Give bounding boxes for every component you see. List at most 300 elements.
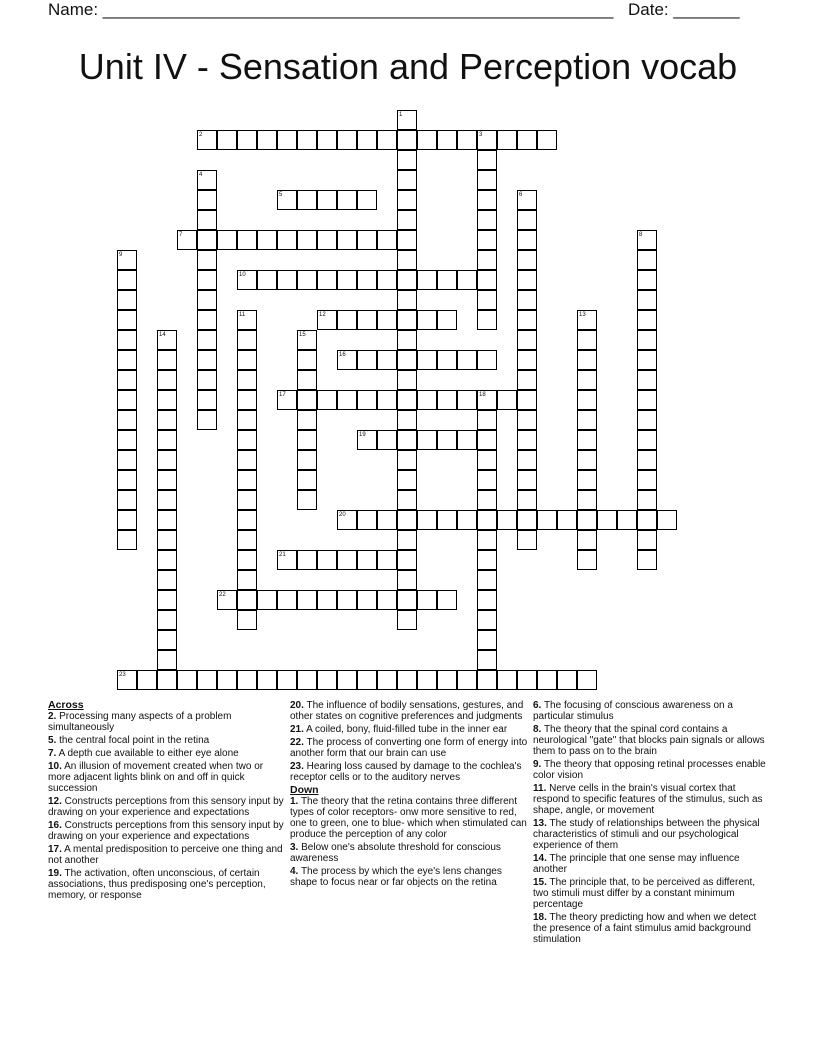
crossword-cell[interactable]: [297, 450, 317, 470]
crossword-cell[interactable]: [217, 230, 237, 250]
clue-item-number: 9.: [533, 759, 542, 770]
crossword-cell[interactable]: [637, 490, 657, 510]
crossword-cell[interactable]: [237, 330, 257, 350]
crossword-cell[interactable]: [357, 550, 377, 570]
crossword-cell[interactable]: [157, 630, 177, 650]
crossword-cell[interactable]: [517, 230, 537, 250]
crossword-cell[interactable]: [417, 310, 437, 330]
crossword-cell[interactable]: [357, 670, 377, 690]
crossword-cell[interactable]: [157, 490, 177, 510]
crossword-cell[interactable]: [237, 570, 257, 590]
crossword-cell[interactable]: [517, 450, 537, 470]
crossword-cell[interactable]: [197, 230, 217, 250]
crossword-cell[interactable]: [517, 310, 537, 330]
crossword-cell[interactable]: [157, 370, 177, 390]
crossword-cell[interactable]: [237, 530, 257, 550]
crossword-cell[interactable]: [397, 170, 417, 190]
crossword-cell[interactable]: [117, 370, 137, 390]
crossword-cell[interactable]: [577, 310, 597, 330]
crossword-cell[interactable]: [537, 510, 557, 530]
crossword-cell[interactable]: [357, 190, 377, 210]
crossword-cell[interactable]: [257, 270, 277, 290]
crossword-cell[interactable]: [117, 350, 137, 370]
crossword-cell[interactable]: [577, 390, 597, 410]
crossword-cell[interactable]: [577, 470, 597, 490]
crossword-cell[interactable]: [117, 430, 137, 450]
crossword-cell[interactable]: [477, 190, 497, 210]
crossword-cell[interactable]: [197, 190, 217, 210]
crossword-cell[interactable]: [377, 550, 397, 570]
crossword-cell[interactable]: [177, 670, 197, 690]
crossword-cell[interactable]: [477, 310, 497, 330]
clues-column-2: [290, 700, 528, 890]
crossword-cell[interactable]: [537, 670, 557, 690]
crossword-cell[interactable]: [497, 510, 517, 530]
crossword-cell[interactable]: [517, 370, 537, 390]
crossword-cell[interactable]: [197, 310, 217, 330]
crossword-cell[interactable]: [577, 370, 597, 390]
crossword-cell[interactable]: [477, 130, 497, 150]
crossword-cell[interactable]: [397, 510, 417, 530]
crossword-cell[interactable]: [297, 330, 317, 350]
crossword-cell[interactable]: [517, 210, 537, 230]
crossword-cell[interactable]: [657, 510, 677, 530]
crossword-cell[interactable]: [497, 670, 517, 690]
crossword-cell[interactable]: [297, 410, 317, 430]
crossword-cell[interactable]: [357, 430, 377, 450]
crossword-cell[interactable]: [317, 590, 337, 610]
crossword-cell[interactable]: [117, 410, 137, 430]
crossword-cell[interactable]: [277, 670, 297, 690]
crossword-cell[interactable]: [197, 330, 217, 350]
crossword-cell[interactable]: [517, 470, 537, 490]
crossword-cell[interactable]: [397, 490, 417, 510]
crossword-cell[interactable]: [377, 430, 397, 450]
crossword-cell[interactable]: [157, 350, 177, 370]
crossword-cell[interactable]: [357, 350, 377, 370]
crossword-cell[interactable]: [637, 510, 657, 530]
crossword-cell[interactable]: [257, 590, 277, 610]
crossword-cell[interactable]: [357, 230, 377, 250]
crossword-cell[interactable]: [357, 130, 377, 150]
crossword-cell[interactable]: [397, 610, 417, 630]
crossword-cell[interactable]: [277, 390, 297, 410]
crossword-cell[interactable]: [397, 110, 417, 130]
crossword-cell[interactable]: [477, 590, 497, 610]
crossword-cell[interactable]: [477, 290, 497, 310]
crossword-cell[interactable]: [517, 290, 537, 310]
crossword-cell[interactable]: [477, 230, 497, 250]
crossword-cell[interactable]: [117, 290, 137, 310]
crossword-cell[interactable]: [397, 350, 417, 370]
crossword-cell[interactable]: [577, 550, 597, 570]
crossword-cell[interactable]: [477, 350, 497, 370]
crossword-cell[interactable]: [197, 250, 217, 270]
crossword-cell[interactable]: [117, 310, 137, 330]
crossword-cell[interactable]: [197, 130, 217, 150]
crossword-cell[interactable]: [477, 530, 497, 550]
crossword-cell[interactable]: [477, 430, 497, 450]
crossword-cell[interactable]: [117, 490, 137, 510]
crossword-cell[interactable]: [477, 610, 497, 630]
crossword-cell[interactable]: [437, 390, 457, 410]
crossword-cell[interactable]: [357, 510, 377, 530]
crossword-cell[interactable]: [417, 270, 437, 290]
crossword-cell[interactable]: [577, 510, 597, 530]
crossword-cell[interactable]: [377, 670, 397, 690]
crossword-cell[interactable]: [457, 270, 477, 290]
crossword-cell[interactable]: [517, 330, 537, 350]
crossword-cell[interactable]: [477, 650, 497, 670]
crossword-cell[interactable]: [397, 590, 417, 610]
crossword-cell[interactable]: [297, 370, 317, 390]
crossword-cell[interactable]: [357, 590, 377, 610]
crossword-cell[interactable]: [377, 590, 397, 610]
crossword-cell[interactable]: [397, 190, 417, 210]
crossword-cell[interactable]: [297, 130, 317, 150]
crossword-cell[interactable]: [637, 530, 657, 550]
crossword-cell[interactable]: [337, 670, 357, 690]
crossword-cell[interactable]: [317, 310, 337, 330]
crossword-cell[interactable]: [197, 390, 217, 410]
crossword-cell[interactable]: [117, 270, 137, 290]
crossword-cell[interactable]: [517, 130, 537, 150]
clue-item-number: 10.: [48, 761, 62, 772]
crossword-cell[interactable]: [157, 430, 177, 450]
crossword-cell[interactable]: [197, 170, 217, 190]
crossword-cell[interactable]: [477, 570, 497, 590]
crossword-cell[interactable]: [397, 210, 417, 230]
crossword-cell[interactable]: [517, 250, 537, 270]
crossword-cell[interactable]: [237, 410, 257, 430]
crossword-cell[interactable]: [417, 590, 437, 610]
crossword-cell[interactable]: [397, 310, 417, 330]
crossword-cell[interactable]: [397, 230, 417, 250]
crossword-cell[interactable]: [477, 390, 497, 410]
crossword-cell[interactable]: [637, 550, 657, 570]
crossword-cell[interactable]: [337, 190, 357, 210]
crossword-cell[interactable]: [497, 390, 517, 410]
crossword-cell[interactable]: [397, 430, 417, 450]
crossword-cell[interactable]: [517, 670, 537, 690]
crossword-cell[interactable]: [517, 270, 537, 290]
crossword-cell[interactable]: [337, 390, 357, 410]
crossword-cell[interactable]: [317, 230, 337, 250]
crossword-cell[interactable]: [397, 470, 417, 490]
crossword-cell[interactable]: [577, 670, 597, 690]
crossword-cell[interactable]: [237, 470, 257, 490]
crossword-cell[interactable]: [257, 230, 277, 250]
crossword-cell[interactable]: [437, 510, 457, 530]
crossword-cell[interactable]: [237, 670, 257, 690]
crossword-cell[interactable]: [397, 570, 417, 590]
crossword-cell[interactable]: [337, 270, 357, 290]
crossword-cell[interactable]: [157, 590, 177, 610]
crossword-cell[interactable]: [237, 490, 257, 510]
crossword-cell[interactable]: [477, 550, 497, 570]
crossword-cell[interactable]: [397, 270, 417, 290]
crossword-cell[interactable]: [217, 670, 237, 690]
crossword-cell[interactable]: [377, 510, 397, 530]
crossword-cell[interactable]: [637, 330, 657, 350]
crossword-cell[interactable]: [297, 350, 317, 370]
crossword-cell[interactable]: [337, 550, 357, 570]
crossword-cell[interactable]: [297, 270, 317, 290]
crossword-cell[interactable]: [637, 250, 657, 270]
crossword-cell[interactable]: [297, 230, 317, 250]
crossword-cell[interactable]: [417, 670, 437, 690]
crossword-cell[interactable]: [397, 530, 417, 550]
crossword-cell[interactable]: [517, 510, 537, 530]
crossword-cell[interactable]: [457, 130, 477, 150]
crossword-cell[interactable]: [397, 250, 417, 270]
crossword-cell[interactable]: [317, 270, 337, 290]
crossword-cell[interactable]: [237, 370, 257, 390]
crossword-cell[interactable]: [577, 490, 597, 510]
crossword-cell[interactable]: [457, 350, 477, 370]
crossword-cell[interactable]: [337, 130, 357, 150]
crossword-cell[interactable]: [277, 130, 297, 150]
crossword-cell[interactable]: [157, 330, 177, 350]
crossword-cell[interactable]: [197, 370, 217, 390]
crossword-cell[interactable]: [157, 450, 177, 470]
crossword-cell[interactable]: [477, 410, 497, 430]
crossword-cell[interactable]: [377, 130, 397, 150]
crossword-cell[interactable]: [217, 590, 237, 610]
crossword-cell[interactable]: [237, 550, 257, 570]
crossword-cell[interactable]: [377, 270, 397, 290]
crossword-cell[interactable]: [117, 530, 137, 550]
crossword-cell[interactable]: [317, 670, 337, 690]
crossword-cell[interactable]: [557, 510, 577, 530]
crossword-cell[interactable]: [237, 430, 257, 450]
crossword-cell[interactable]: [157, 550, 177, 570]
clue-item: [533, 853, 771, 875]
crossword-cell[interactable]: [197, 290, 217, 310]
crossword-cell[interactable]: [157, 670, 177, 690]
crossword-cell[interactable]: [277, 590, 297, 610]
crossword-cell[interactable]: [577, 410, 597, 430]
crossword-cell[interactable]: [497, 130, 517, 150]
crossword-cell[interactable]: [377, 310, 397, 330]
crossword-cell[interactable]: [477, 490, 497, 510]
crossword-cell[interactable]: [397, 330, 417, 350]
crossword-cell[interactable]: [237, 590, 257, 610]
crossword-cell[interactable]: [377, 350, 397, 370]
crossword-cell[interactable]: [637, 450, 657, 470]
crossword-cell[interactable]: [477, 670, 497, 690]
crossword-cell[interactable]: [457, 390, 477, 410]
crossword-cell[interactable]: [637, 290, 657, 310]
crossword-cell[interactable]: [437, 430, 457, 450]
crossword-cell[interactable]: [137, 670, 157, 690]
crossword-cell[interactable]: [577, 450, 597, 470]
crossword-cell[interactable]: [257, 670, 277, 690]
crossword-cell[interactable]: [117, 510, 137, 530]
crossword-cell[interactable]: [397, 130, 417, 150]
crossword-cell[interactable]: [417, 350, 437, 370]
clue-number: 7: [179, 232, 183, 238]
crossword-cell[interactable]: [117, 390, 137, 410]
crossword-cell[interactable]: [337, 350, 357, 370]
crossword-cell[interactable]: [297, 670, 317, 690]
crossword-cell[interactable]: [517, 390, 537, 410]
crossword-cell[interactable]: [197, 210, 217, 230]
crossword-cell[interactable]: [237, 610, 257, 630]
crossword-cell[interactable]: [517, 430, 537, 450]
crossword-cell[interactable]: [477, 250, 497, 270]
crossword-cell[interactable]: [197, 350, 217, 370]
crossword-cell[interactable]: [277, 190, 297, 210]
crossword-cell[interactable]: [457, 510, 477, 530]
crossword-cell[interactable]: [617, 510, 637, 530]
crossword-cell[interactable]: [597, 510, 617, 530]
crossword-cell[interactable]: [477, 510, 497, 530]
crossword-cell[interactable]: [317, 390, 337, 410]
crossword-cell[interactable]: [257, 130, 277, 150]
crossword-cell[interactable]: [517, 190, 537, 210]
crossword-cell[interactable]: [557, 670, 577, 690]
crossword-cell[interactable]: [437, 310, 457, 330]
crossword-cell[interactable]: [477, 170, 497, 190]
crossword-cell[interactable]: [277, 230, 297, 250]
crossword-cell[interactable]: [397, 370, 417, 390]
clue-item-number: 16.: [48, 820, 62, 831]
crossword-cell[interactable]: [377, 390, 397, 410]
crossword-cell[interactable]: [337, 310, 357, 330]
crossword-cell[interactable]: [637, 390, 657, 410]
crossword-cell[interactable]: [117, 330, 137, 350]
crossword-cell[interactable]: [397, 550, 417, 570]
crossword-cell[interactable]: [357, 390, 377, 410]
crossword-cell[interactable]: [297, 550, 317, 570]
crossword-cell[interactable]: [417, 130, 437, 150]
crossword-cell[interactable]: [477, 150, 497, 170]
crossword-cell[interactable]: [297, 190, 317, 210]
crossword-cell[interactable]: [297, 490, 317, 510]
crossword-cell[interactable]: [637, 470, 657, 490]
crossword-cell[interactable]: [337, 230, 357, 250]
crossword-cell[interactable]: [397, 290, 417, 310]
crossword-cell[interactable]: [437, 270, 457, 290]
crossword-cell[interactable]: [277, 270, 297, 290]
crossword-cell[interactable]: [537, 130, 557, 150]
crossword-cell[interactable]: [477, 630, 497, 650]
crossword-cell[interactable]: [197, 270, 217, 290]
crossword-cell[interactable]: [517, 410, 537, 430]
crossword-cell[interactable]: [297, 430, 317, 450]
crossword-cell[interactable]: [157, 390, 177, 410]
crossword-cell[interactable]: [117, 450, 137, 470]
crossword-cell[interactable]: [237, 450, 257, 470]
crossword-cell[interactable]: [357, 310, 377, 330]
crossword-cell[interactable]: [397, 450, 417, 470]
clue-number: 5: [279, 192, 283, 198]
crossword-cell[interactable]: [237, 510, 257, 530]
crossword-cell[interactable]: [577, 530, 597, 550]
crossword-cell[interactable]: [357, 270, 377, 290]
crossword-cell[interactable]: [457, 670, 477, 690]
crossword-cell[interactable]: [437, 670, 457, 690]
crossword-cell[interactable]: [637, 310, 657, 330]
crossword-cell[interactable]: [237, 310, 257, 330]
crossword-cell[interactable]: [157, 610, 177, 630]
crossword-cell[interactable]: [517, 350, 537, 370]
crossword-cell[interactable]: [157, 650, 177, 670]
crossword-cell[interactable]: [437, 590, 457, 610]
crossword-cell[interactable]: [157, 510, 177, 530]
crossword-cell[interactable]: [117, 670, 137, 690]
crossword-cell[interactable]: [197, 670, 217, 690]
crossword-cell[interactable]: [637, 350, 657, 370]
date-field-label: Date: _______: [628, 0, 740, 19]
crossword-cell[interactable]: [197, 410, 217, 430]
crossword-cell[interactable]: [377, 230, 397, 250]
crossword-cell[interactable]: [417, 390, 437, 410]
crossword-cell[interactable]: [317, 550, 337, 570]
crossword-cell[interactable]: [117, 470, 137, 490]
crossword-cell[interactable]: [397, 670, 417, 690]
crossword-cell[interactable]: [517, 490, 537, 510]
crossword-cell[interactable]: [457, 430, 477, 450]
crossword-cell[interactable]: [337, 510, 357, 530]
crossword-cell[interactable]: [237, 130, 257, 150]
crossword-cell[interactable]: [477, 210, 497, 230]
crossword-cell[interactable]: [517, 530, 537, 550]
crossword-cell[interactable]: [577, 350, 597, 370]
crossword-cell[interactable]: [277, 550, 297, 570]
crossword-cell[interactable]: [157, 530, 177, 550]
crossword-cell[interactable]: [157, 410, 177, 430]
crossword-cell[interactable]: [477, 470, 497, 490]
crossword-cell[interactable]: [397, 410, 417, 430]
clue-item-number: 5.: [48, 735, 57, 746]
crossword-cell[interactable]: [637, 270, 657, 290]
crossword-cell[interactable]: [317, 190, 337, 210]
crossword-cell[interactable]: [297, 390, 317, 410]
crossword-cell[interactable]: [577, 330, 597, 350]
clue-item-number: 2.: [48, 711, 57, 722]
crossword-cell[interactable]: [237, 270, 257, 290]
crossword-cell[interactable]: [237, 390, 257, 410]
crossword-cell[interactable]: [577, 430, 597, 450]
crossword-cell[interactable]: [637, 430, 657, 450]
crossword-cell[interactable]: [157, 570, 177, 590]
crossword-cell[interactable]: [237, 230, 257, 250]
crossword-cell[interactable]: [397, 150, 417, 170]
crossword-cell[interactable]: [477, 270, 497, 290]
crossword-cell[interactable]: [417, 510, 437, 530]
crossword-cell[interactable]: [297, 590, 317, 610]
crossword-cell[interactable]: [217, 130, 237, 150]
crossword-cell[interactable]: [637, 410, 657, 430]
crossword-cell[interactable]: [437, 350, 457, 370]
crossword-cell[interactable]: [117, 250, 137, 270]
crossword-cell[interactable]: [397, 390, 417, 410]
crossword-cell[interactable]: [637, 370, 657, 390]
crossword-cell[interactable]: [177, 230, 197, 250]
crossword-cell[interactable]: [477, 450, 497, 470]
crossword-cell[interactable]: [337, 590, 357, 610]
crossword-cell[interactable]: [317, 130, 337, 150]
crossword-cell[interactable]: [437, 130, 457, 150]
crossword-cell[interactable]: [637, 230, 657, 250]
crossword-cell[interactable]: [157, 470, 177, 490]
clue-item-text: The theory that opposing retinal processes enable color vision: [533, 759, 766, 781]
crossword-cell[interactable]: [297, 470, 317, 490]
crossword-cell[interactable]: [417, 430, 437, 450]
crossword-cell[interactable]: [237, 350, 257, 370]
